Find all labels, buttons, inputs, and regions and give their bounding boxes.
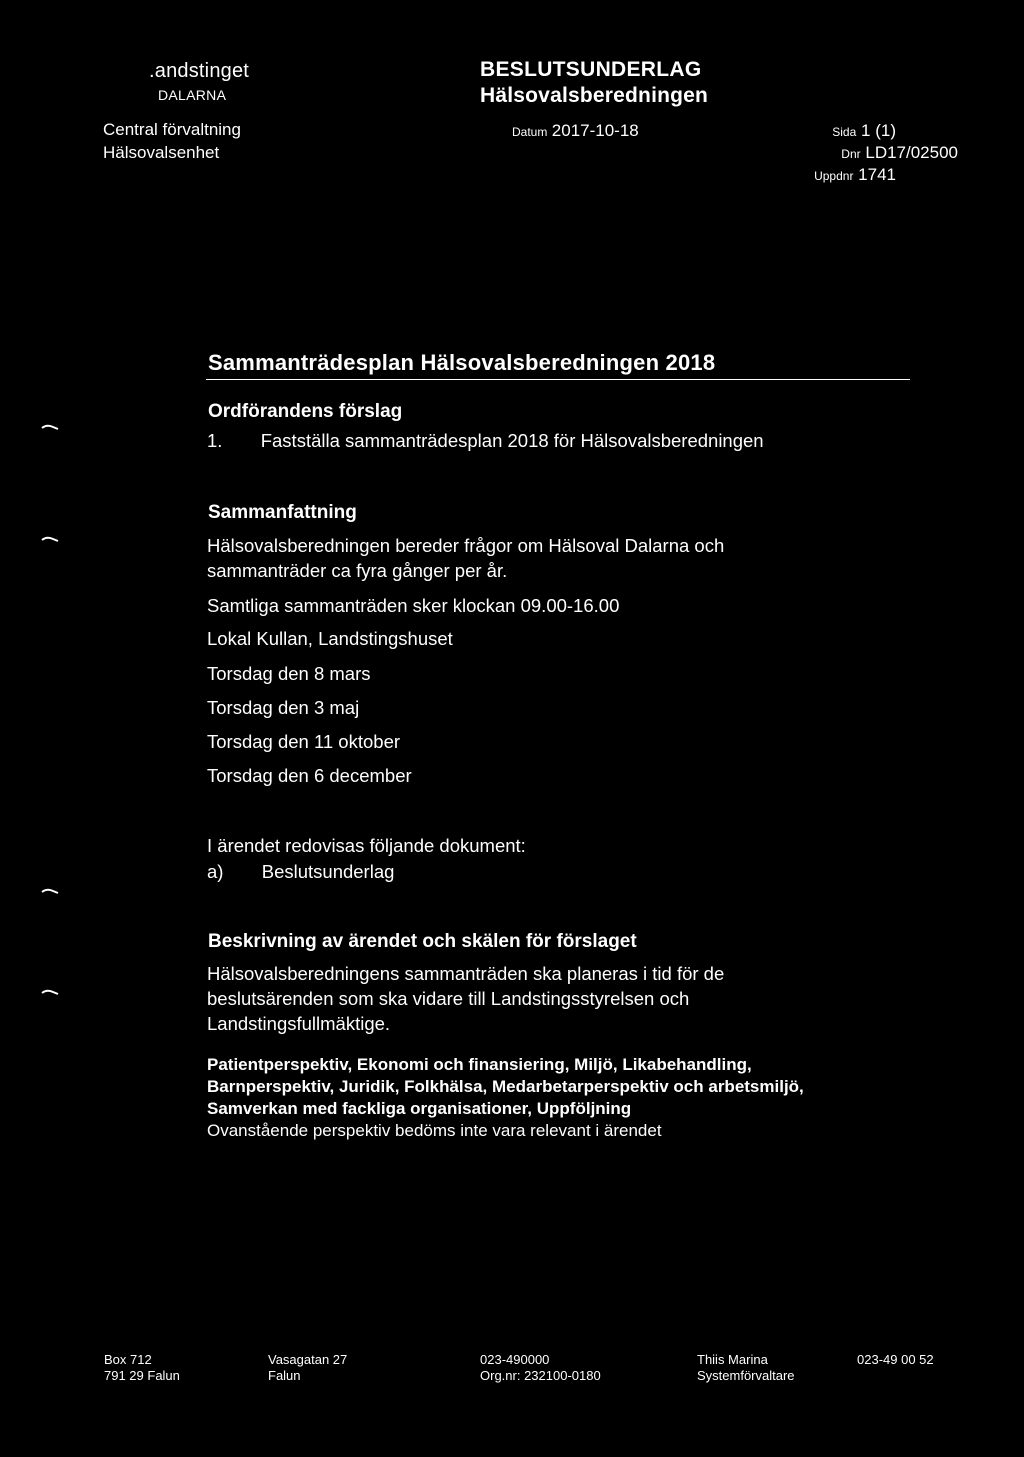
committee-name: Hälsovalsberedningen — [480, 84, 709, 107]
footer-contact-role: Systemförvaltare — [697, 1368, 795, 1383]
footer-contact-name: Thiis Marina — [697, 1352, 768, 1367]
margin-mark — [41, 424, 59, 430]
page-number-row — [832, 121, 896, 141]
document-list-item — [207, 859, 394, 885]
date-value: 2017-10-18 — [551, 121, 639, 140]
uppdnr-value: 1741 — [858, 165, 896, 184]
description-line-1: Hälsovalsberedningens sammanträden ska planeras i tid för de — [207, 963, 725, 984]
footer-contact — [697, 1352, 795, 1384]
summary-heading: Sammanfattning — [208, 502, 357, 523]
uppdnr-label: Uppdnr — [814, 169, 854, 183]
footer-postal: 791 29 Falun — [104, 1368, 180, 1383]
uppdnr-row — [814, 165, 896, 185]
page-value: 1 (1) — [861, 121, 896, 140]
margin-mark — [41, 536, 59, 542]
organization-region: DALARNA — [158, 87, 227, 103]
meeting-location: Lokal Kullan, Landstingshuset — [207, 628, 453, 649]
footer-street: Vasagatan 27 — [268, 1352, 348, 1367]
meeting-date: Torsdag den 3 maj — [207, 697, 360, 718]
summary-paragraph-line-1: Hälsovalsberedningen bereder frågor om Hälsoval Dalarna och — [207, 535, 725, 556]
footer-street-address — [268, 1352, 347, 1384]
footer-box: Box 712 — [104, 1352, 152, 1367]
meeting-date: Torsdag den 6 december — [207, 765, 412, 786]
footer-city: Falun — [268, 1368, 301, 1383]
footer-orgnr: Org.nr: 232100-0180 — [480, 1368, 601, 1383]
footer-phone-orgnr — [480, 1352, 601, 1384]
margin-mark — [41, 989, 59, 995]
unit-line-1: Central förvaltning — [103, 120, 241, 139]
title-underline — [206, 379, 910, 380]
page-title: Sammanträdesplan Hälsovalsberedningen 2018 — [208, 350, 716, 375]
dnr-row — [841, 143, 958, 163]
margin-mark — [41, 888, 59, 894]
perspectives-line-2: Barnperspektiv, Juridik, Folkhälsa, Medarbetarperspektiv och arbetsmiljö, — [207, 1077, 804, 1096]
perspectives-line-3: Samverkan med fackliga organisationer, Uppföljning — [207, 1099, 632, 1118]
document-type: BESLUTSUNDERLAG — [480, 58, 702, 81]
organization-name: .andstinget — [149, 60, 250, 82]
meeting-date: Torsdag den 11 oktober — [207, 731, 401, 752]
proposal-item — [207, 428, 764, 454]
date-row — [512, 121, 639, 141]
document-label: Beslutsunderlag — [261, 861, 395, 882]
dnr-label: Dnr — [841, 147, 861, 161]
footer-phone: 023-490000 — [480, 1352, 550, 1367]
summary-paragraph-line-2: sammanträder ca fyra gånger per år. — [207, 560, 508, 581]
perspectives-line-1: Patientperspektiv, Ekonomi och finansiering, Miljö, Likabehandling, — [207, 1055, 752, 1074]
document-marker: a) — [207, 861, 224, 882]
footer-address-box — [104, 1352, 180, 1384]
meeting-date: Torsdag den 8 mars — [207, 663, 371, 684]
description-heading: Beskrivning av ärendet och skälen för förslaget — [208, 931, 637, 952]
dnr-value: LD17/02500 — [865, 143, 958, 162]
page-label: Sida — [832, 125, 857, 139]
perspectives-list — [207, 1054, 804, 1120]
unit-line-2: Hälsovalsenhet — [103, 143, 220, 162]
documents-intro: I ärendet redovisas följande dokument: — [207, 835, 526, 856]
meeting-time: Samtliga sammanträden sker klockan 09.00-16.00 — [207, 595, 620, 616]
description-line-3: Landstingsfullmäktige. — [207, 1013, 391, 1034]
description-line-2: beslutsärenden som ska vidare till Landstingsstyrelsen och — [207, 988, 690, 1009]
footer-contact-phone: 023-49 00 52 — [857, 1352, 934, 1367]
proposal-item-number: 1. — [207, 430, 223, 451]
date-label: Datum — [512, 125, 548, 139]
proposal-item-text: Fastställa sammanträdesplan 2018 för Hälsovalsberedningen — [260, 430, 764, 451]
perspectives-note: Ovanstående perspektiv bedöms inte vara relevant i ärendet — [207, 1121, 662, 1140]
proposal-heading: Ordförandens förslag — [208, 401, 403, 422]
